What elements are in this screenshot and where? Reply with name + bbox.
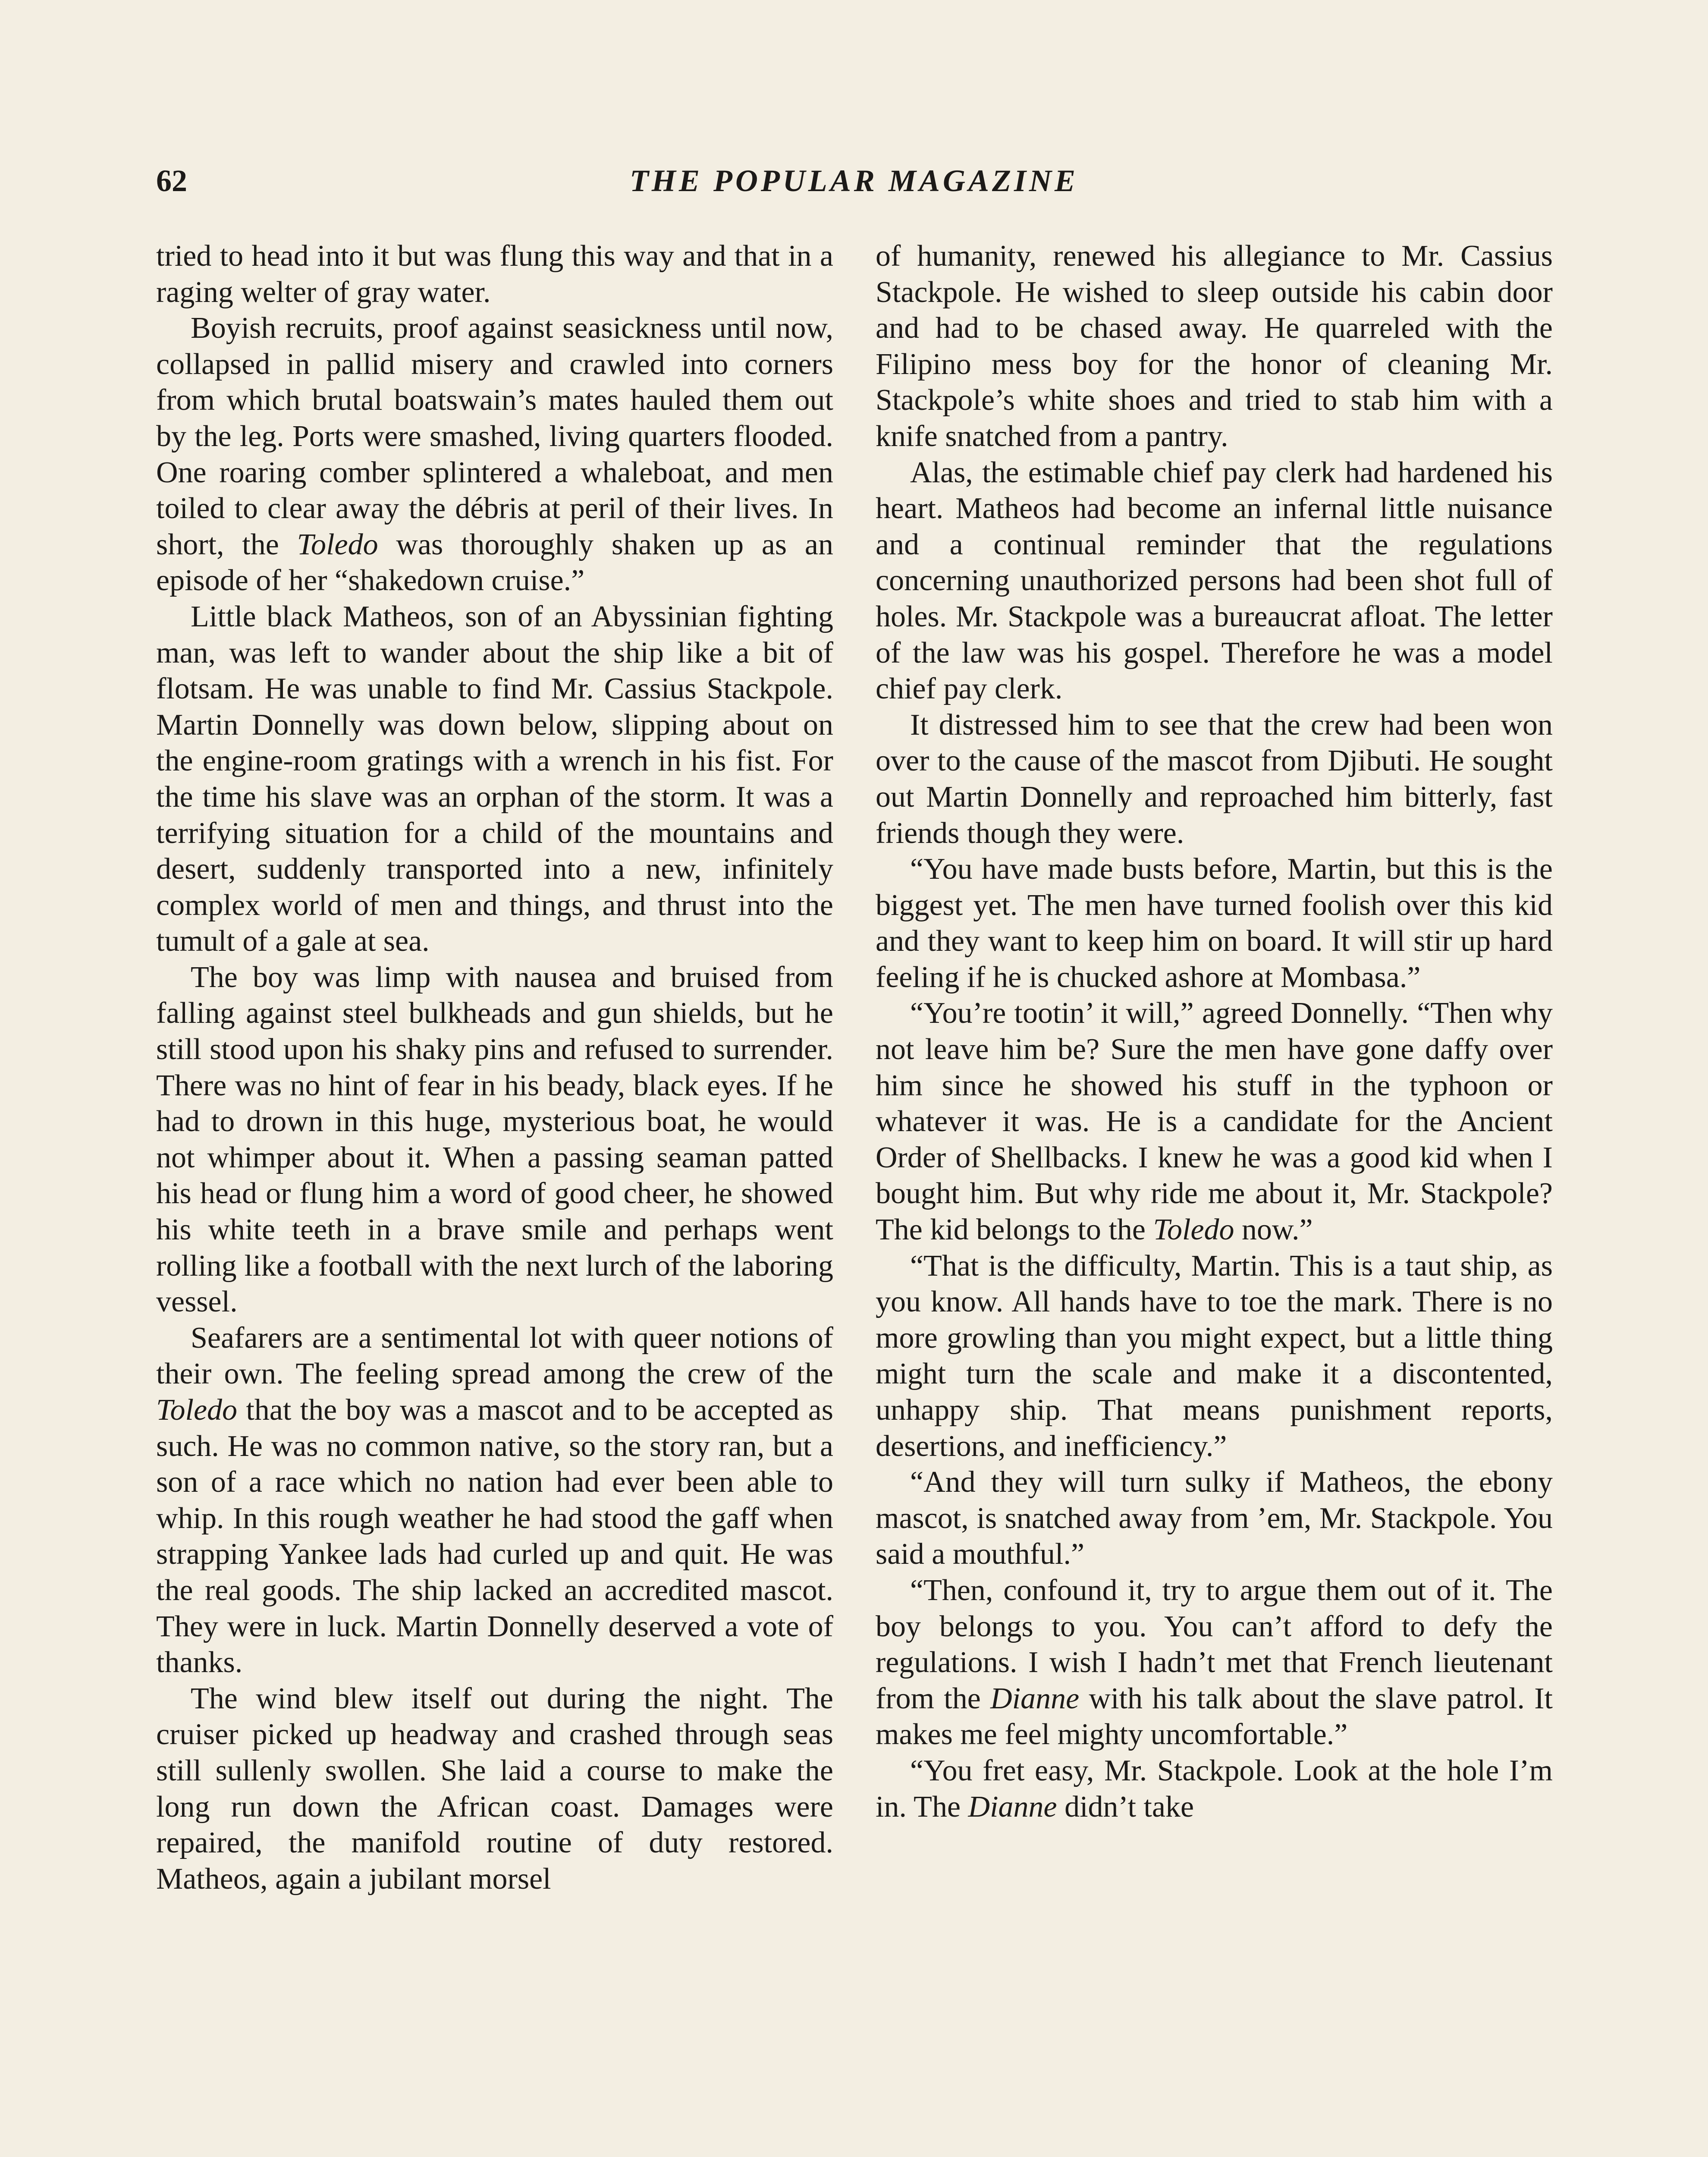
paragraph: Little black Matheos, son of an Abyssinian fighting man, was left to wander about the ship like a bit of flotsam. He was unable to find Mr. Cassius Stackpole. Martin Donnelly was down below, slipping about on the engine-room gratings with a wrench in his fist. For the time his slave was an orphan of the storm. It was a terrifying situation for a child of the mountains and desert, suddenly transported into a new, infinitely complex world of men and things, and thrust into the tumult of a gale at sea. xyxy=(156,600,833,958)
paragraph-text: “Then, confound it, try to argue them out of it. The boy belongs to you. You can’t afford to defy the regulations. I wish I hadn’t met that French lieutenant from the xyxy=(876,1573,1553,1715)
left-column xyxy=(156,238,833,1897)
paragraph: Alas, the estimable chief pay clerk had hardened his heart. Matheos had become an infernal little nuisance and a continual reminder that the regulations concerning unauthorized persons had been shot full of holes. Mr. Stackpole was a bureaucrat afloat. The letter of the law was his gospel. Therefore he was a model chief pay clerk. xyxy=(876,456,1553,706)
paragraph-text: with his talk about the slave patrol. It makes me feel mighty uncomfortable.” xyxy=(876,1682,1553,1751)
paragraph-text: “You’re tootin’ it will,” agreed Donnelly. “Then why not leave him be? Sure the men have gone daffy over him since he showed his stuff in the typhoon or whatever it was. He is a candidate for the Ancient Order of Shellbacks. I knew he was a good kid when I bought him. But why ride me about it, Mr. Stackpole? The kid belongs to the xyxy=(876,997,1553,1247)
page-number: 62 xyxy=(156,164,187,198)
running-title: THE POPULAR MAGAZINE xyxy=(629,164,1079,198)
paragraph-text: didn’t take xyxy=(1064,1790,1194,1824)
paragraph: tried to head into it but was flung this way and that in a raging welter of gray water. xyxy=(156,239,833,309)
paragraph-text: “You fret easy, Mr. Stackpole. Look at the hole I’m in. The xyxy=(876,1754,1553,1824)
paragraph: It distressed him to see that the crew had been won over to the cause of the mascot from Djibuti. He sought out Martin Donnelly and reproached him bitterly, fast friends though they were. xyxy=(876,708,1553,850)
paragraph-text: that the boy was a mascot and to be accepted as such. He was no common native, so the story ran, but a son of a race which no nation had ever been able to whip. In this rough weather he had stood the gaff when strapping Yankee lads had curled up and quit. He was the real goods. The ship lacked an accredited mascot. They were in luck. Martin Donnelly deserved a vote of thanks. xyxy=(156,1393,833,1679)
paragraph: “And they will turn sulky if Matheos, the ebony mascot, is snatched away from ’em, Mr. Stackpole. You said a mouthful.” xyxy=(876,1465,1553,1571)
paragraph: “You have made busts before, Martin, but this is the biggest yet. The men have turned foolish over this kid and they want to keep him on board. It will stir up hard feeling if he is chucked ashore at Mombasa.” xyxy=(876,852,1553,994)
paragraph-text: Seafarers are a sentimental lot with queer notions of their own. The feeling spread among the crew of the xyxy=(156,1321,833,1391)
right-column xyxy=(876,238,1553,1825)
paragraph-text: was thoroughly shaken up as an episode of her “shakedown cruise.” xyxy=(156,528,833,597)
ship-name: Toledo xyxy=(156,1393,238,1427)
paragraph xyxy=(876,1753,1553,1825)
paragraph xyxy=(876,995,1553,1248)
paragraph: The wind blew itself out during the night. The cruiser picked up headway and crashed through seas still sullenly swollen. She laid a course to make the long run down the African coast. Damages were repaired, the manifold routine of duty restored. Matheos, again a jubilant morsel xyxy=(156,1682,833,1896)
paragraph xyxy=(876,1572,1553,1753)
paragraph: of humanity, renewed his allegiance to Mr. Cassius Stackpole. He wished to sleep outside his cabin door and had to be chased away. He quarreled with the Filipino mess boy for the honor of cleaning Mr. Stackpole’s white shoes and tried to stab him with a knife snatched from a pantry. xyxy=(876,239,1553,453)
ship-name: Toledo xyxy=(297,528,378,561)
paragraph xyxy=(156,1320,833,1681)
ship-name: Toledo xyxy=(1153,1213,1234,1247)
ship-name: Dianne xyxy=(990,1682,1080,1715)
ship-name: Dianne xyxy=(968,1790,1057,1824)
paragraph xyxy=(156,310,833,599)
paragraph: The boy was limp with nausea and bruised from falling against steel bulkheads and gun shields, but he still stood upon his shaky pins and refused to surrender. There was no hint of fear in his beady, black eyes. If he had to drown in this huge, mysterious boat, he would not whimper about it. When a passing seaman patted his head or flung him a word of good cheer, he showed his white teeth in a brave smile and perhaps went rolling like a football with the next lurch of the laboring vessel. xyxy=(156,960,833,1319)
paragraph-text: now.” xyxy=(1242,1213,1313,1247)
paragraph: “That is the difficulty, Martin. This is a taut ship, as you know. All hands have to toe the mark. There is no more growling than you might expect, but a little thing might turn the scale and make it a discontented, unhappy ship. That means punishment reports, desertions, and inefficiency.” xyxy=(876,1249,1553,1463)
paragraph-text: Boyish recruits, proof against seasickness until now, collapsed in pallid misery and crawled into corners from which brutal boatswain’s mates hauled them out by the leg. Ports were smashed, living quarters flooded. One roaring comber splintered a whaleboat, and men toiled to clear away the débris at peril of their lives. In short, the xyxy=(156,311,833,561)
